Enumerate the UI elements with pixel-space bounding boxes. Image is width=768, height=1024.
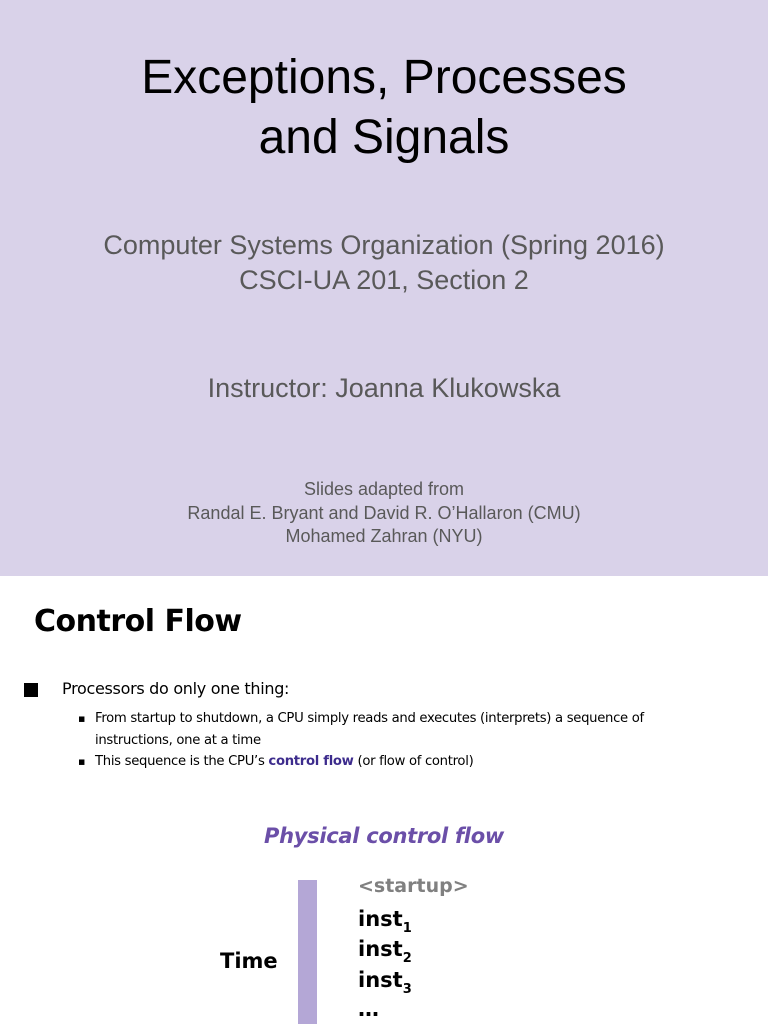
credits-line-3: Mohamed Zahran (NYU) — [285, 526, 483, 546]
instruction-1 — [358, 907, 412, 941]
small-square-bullet-icon: ▪ — [78, 712, 86, 725]
sub-bullet-2-after: (or flow of control) — [353, 754, 474, 769]
square-bullet-icon — [24, 683, 38, 697]
sub-bullet-2-before: This sequence is the CPU’s — [95, 754, 269, 769]
course-section: CSCI-UA 201, Section 2 — [239, 265, 529, 295]
instruction-2-base: inst — [358, 937, 403, 961]
instructor-name: Instructor: Joanna Klukowska — [207, 373, 561, 403]
sub-bullet-2-text — [78, 751, 718, 773]
instruction-3-subscript: 3 — [402, 982, 412, 997]
diagram-title: Physical control flow — [264, 824, 504, 848]
sub-bullet-1 — [78, 708, 718, 752]
time-bar — [298, 880, 317, 1024]
instruction-2-subscript: 2 — [402, 951, 412, 966]
credits-line-1: Slides adapted from — [303, 479, 465, 499]
sub-bullet-2 — [78, 751, 718, 773]
time-label: Time — [220, 949, 278, 973]
slide-title-line-1: Exceptions, Processes — [141, 51, 627, 104]
control-flow-highlight: control flow — [268, 754, 354, 769]
slide-heading: Control Flow — [34, 604, 242, 639]
instruction-2 — [358, 937, 412, 971]
instruction-1-subscript: 1 — [402, 921, 412, 936]
small-square-bullet-icon: ▪ — [78, 755, 86, 768]
credits-line-2: Randal E. Bryant and David R. O’Hallaron (CMU) — [187, 503, 581, 523]
instruction-1-base: inst — [358, 907, 403, 931]
main-bullet-text: Processors do only one thing: — [62, 679, 290, 698]
course-name: Computer Systems Organization (Spring 2016) — [103, 230, 665, 260]
sub-bullet-1-text: From startup to shutdown, a CPU simply reads and executes (interprets) a sequence of instructions, one at a time — [95, 711, 644, 748]
slide-title-line-2: and Signals — [258, 111, 510, 164]
instruction-ellipsis: … — [358, 997, 379, 1021]
control-flow-slide — [0, 576, 768, 1024]
startup-label: <startup> — [358, 875, 469, 897]
instruction-3-base: inst — [358, 968, 403, 992]
